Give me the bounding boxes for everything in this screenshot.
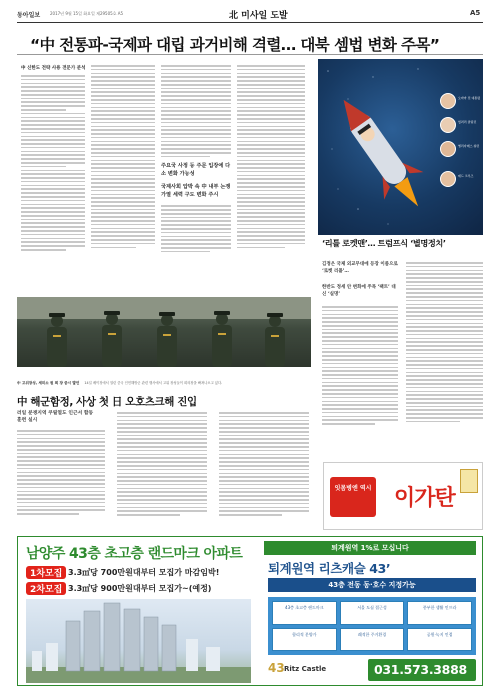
small-ad[interactable] (323, 462, 483, 530)
main-photo (17, 297, 311, 367)
infographic-subhead-1: 김정은 국제 외교무대에 등장 이름으로 ‘로켓 리틀’… (322, 262, 398, 274)
second-subhead: 러일 분쟁지역 쿠릴열도 인근서 합동 훈련 실시 (17, 411, 94, 423)
paper-name: 동아일보 (17, 12, 41, 19)
ad-right-sub: 43층 전동 동·호수 지정가능 (268, 578, 476, 592)
photo-caption (17, 369, 311, 389)
ad-row-2 (26, 581, 251, 595)
ad-row-2-text: 3.3㎡당 900만원대부터 모집가~(예정) (68, 584, 212, 593)
ad-row-1 (26, 565, 251, 579)
article-column-1 (21, 75, 85, 253)
ad-feature-4: 합리적 분양가 (272, 628, 337, 652)
ad-brand-name: Ritz Castle (284, 665, 327, 673)
infographic-body-1 (322, 306, 398, 427)
article-subhead-1: 주요국 사정 등 주문 입장에 다소 변화 가능성 (161, 163, 231, 177)
ad-feature-3: 풍부한 생활 인프라 (407, 601, 472, 625)
ad-brand-logo-icon: 43 (268, 661, 285, 675)
ad-feature-6: 공원·녹지 인접 (407, 628, 472, 652)
infographic (318, 59, 483, 235)
headline-rule (17, 54, 483, 55)
photo-caption-label: 中 고위장성, 세미소 원 회 장 증시 발언 (17, 381, 80, 385)
page-header (0, 0, 500, 28)
infographic-body-2 (406, 262, 483, 425)
infographic-subhead-2: 한반도 정세 안 변화에 주목 ‘팩트’ 대신 ‘실명’ (322, 285, 396, 297)
article-column-2 (91, 65, 155, 250)
ad-feature-1: 43층 초고층 랜드마크 (272, 601, 337, 625)
infographic-title: ‘리틀 로켓맨’… 트럼프식 ‘별명정치’ (322, 238, 446, 248)
ad-main-title: 남양주 43층 초고층 랜드마크 아파트 (26, 546, 243, 562)
article-column-3 (161, 65, 231, 255)
small-ad-brand: 이가탄 (394, 486, 455, 511)
page-number: A5 (470, 9, 481, 17)
ad-row-2-tag: 2차모집 (26, 582, 66, 595)
portrait-4 (440, 171, 456, 187)
ad-feature-grid (268, 597, 476, 655)
ad-banner-top: 퇴계원역 1%로 모십니다 (264, 541, 476, 555)
second-article-body (17, 430, 311, 530)
ad-phone-number[interactable]: 031.573.3888 (374, 662, 467, 677)
date-line: 2017년 9월 15일 화요일 제29505호 A5 (50, 11, 124, 16)
portrait-1 (440, 93, 456, 109)
main-article (17, 59, 308, 297)
header-rule (17, 22, 483, 23)
small-ad-package-icon (460, 469, 478, 493)
main-headline: “中 전통파-국제파 대립 과거비해 격렬… 대북 셈법 변화 주목” (30, 36, 440, 54)
portrait-3 (440, 141, 456, 157)
portrait-3-label: 엘리자베스 워런 (458, 144, 480, 148)
portrait-2 (440, 117, 456, 133)
photo-caption-text: 14일 베이징에서 열린 중국 인민해방군 관련 행사에서 고위 장성들이 회의장을 빠져나오고 있다. (84, 381, 223, 385)
ad-right-title: 퇴계원역 리츠캐슬 43’ (268, 561, 391, 576)
portrait-4-label: 테드 크루즈 (458, 174, 474, 178)
section-title: 北 미사일 도발 (229, 11, 288, 21)
article-kicker: 中 신한도 전략 사용 전문가 분석 (21, 66, 86, 71)
bottom-ad[interactable] (17, 536, 483, 686)
second-headline: 中 해군함정, 사상 첫 日 오호츠크해 진입 (17, 396, 197, 408)
ad-row-1-text: 3.3㎡당 700만원대부터 모집가 마감임박! (68, 568, 220, 577)
ad-feature-5: 쾌적한 주거환경 (340, 628, 405, 652)
officers-illustration (17, 297, 311, 367)
ad-feature-2: 서울 도심 접근성 (340, 601, 405, 625)
portrait-2-label: 힐러리 클린턴 (458, 120, 477, 124)
article-subhead-2: 국제사회 압박 속 中 내부 논쟁 가열 세력 구도 변화 주시 (161, 184, 231, 198)
article-column-4 (237, 65, 305, 250)
ad-building-illustration (26, 599, 251, 683)
ad-row-1-tag: 1차모집 (26, 566, 66, 579)
portrait-1-label: 오바마 전 대통령 (458, 96, 481, 100)
small-ad-text-top: 잇몸병엔 역시 (334, 485, 372, 492)
